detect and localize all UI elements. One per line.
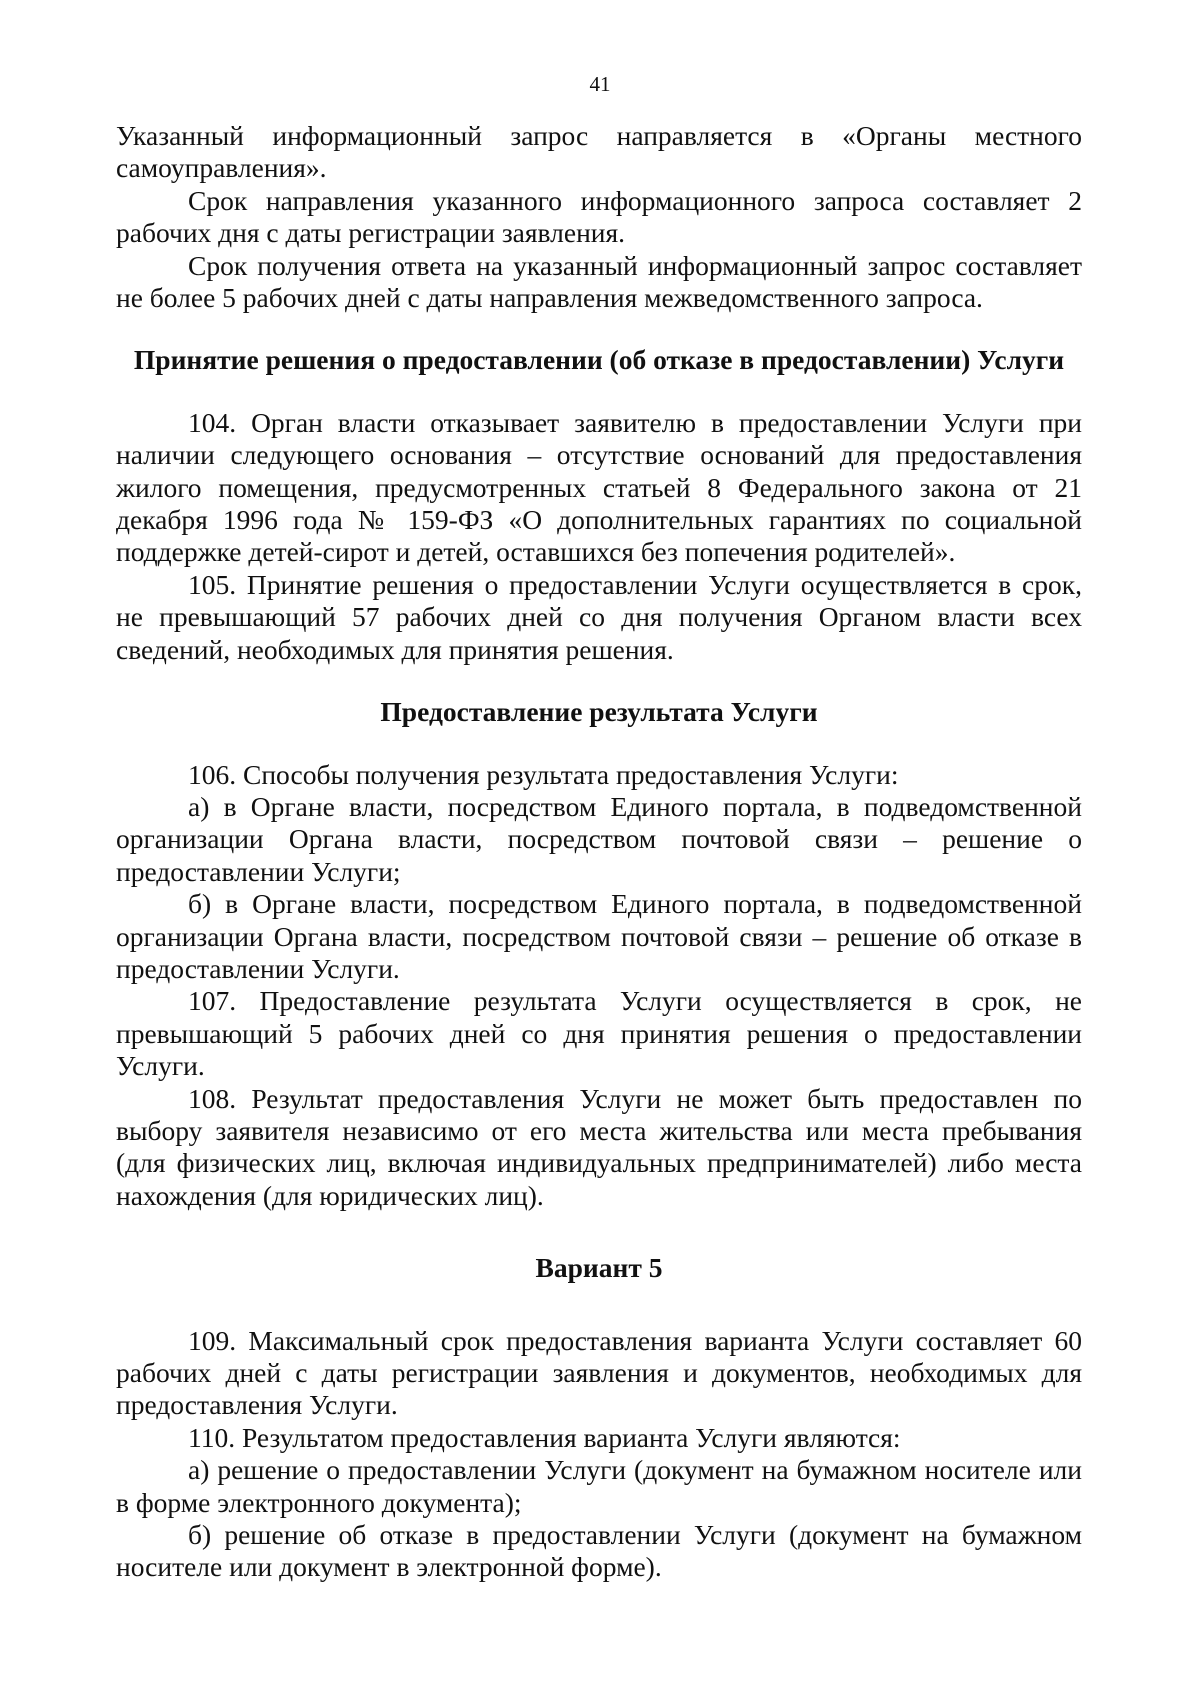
paragraph-105: 105. Принятие решения о предоставлении Услуги осуществляется в срок, не превышающий 57 рабочих дней со дня получения Органом власти всех сведений, необходимых для принятия решения. [116, 568, 1082, 665]
paragraph-request-destination: Указанный информационный запрос направляется в «Органы местного самоуправления». [116, 120, 1082, 184]
paragraph-107: 107. Предоставление результата Услуги осуществляется в срок, не превышающий 5 рабочих дней со дня принятия решения о предоставлении Услуги. [116, 985, 1082, 1082]
document-body [116, 120, 1082, 1584]
paragraph-110: 110. Результатом предоставления варианта Услуги являются: [188, 1421, 901, 1453]
paragraph-request-deadline: Срок направления указанного информационного запроса составляет 2 рабочих дня с даты регистрации заявления. [116, 184, 1082, 249]
paragraph-109: 109. Максимальный срок предоставления варианта Услуги составляет 60 рабочих дней с даты регистрации заявления и документов, необходимых для предоставления Услуги. [116, 1324, 1082, 1421]
paragraph-110-a: а) решение о предоставлении Услуги (документ на бумажном носителе или в форме электронного документа); [116, 1454, 1082, 1518]
heading-variant: Вариант 5 [535, 1252, 663, 1284]
heading-decision: Принятие решения о предоставлении (об отказе в предоставлении) Услуги [133, 344, 1065, 376]
paragraph-104: 104. Орган власти отказывает заявителю в предоставлении Услуги при наличии следующего основания – отсутствие оснований для предоставления жилого помещения, предусмотренных статьей 8 Федерального закона от 21 декабря 1996 года № 159-ФЗ «О дополнительных гарантиях по социальной поддержке детей-сирот и детей, оставшихся без попечения родителей». [116, 406, 1082, 568]
paragraph-108: 108. Результат предоставления Услуги не может быть предоставлен по выбору заявителя независимо от его места жительства или места пребывания (для физических лиц, включая индивидуальных предпринимателей) либо места нахождения (для юридических лиц). [116, 1082, 1082, 1211]
paragraph-110-b: б) решение об отказе в предоставлении Услуги (документ на бумажном носителе или документ в электронной форме). [116, 1519, 1082, 1583]
heading-result: Предоставление результата Услуги [380, 696, 818, 728]
page-number: 41 [589, 72, 611, 96]
paragraph-106: 106. Способы получения результата предоставления Услуги: [188, 758, 899, 790]
paragraph-106-a: а) в Органе власти, посредством Единого портала, в подведомственной организации Органа власти, посредством почтовой связи – решение о предоставлении Услуги; [116, 790, 1082, 887]
paragraph-106-b: б) в Органе власти, посредством Единого портала, в подведомственной организации Органа власти, посредством почтовой связи – решение об отказе в предоставлении Услуги. [116, 888, 1082, 984]
paragraph-response-deadline: Срок получения ответа на указанный информационный запрос составляет не более 5 рабочих дней с даты направления межведомственного запроса. [116, 249, 1082, 314]
